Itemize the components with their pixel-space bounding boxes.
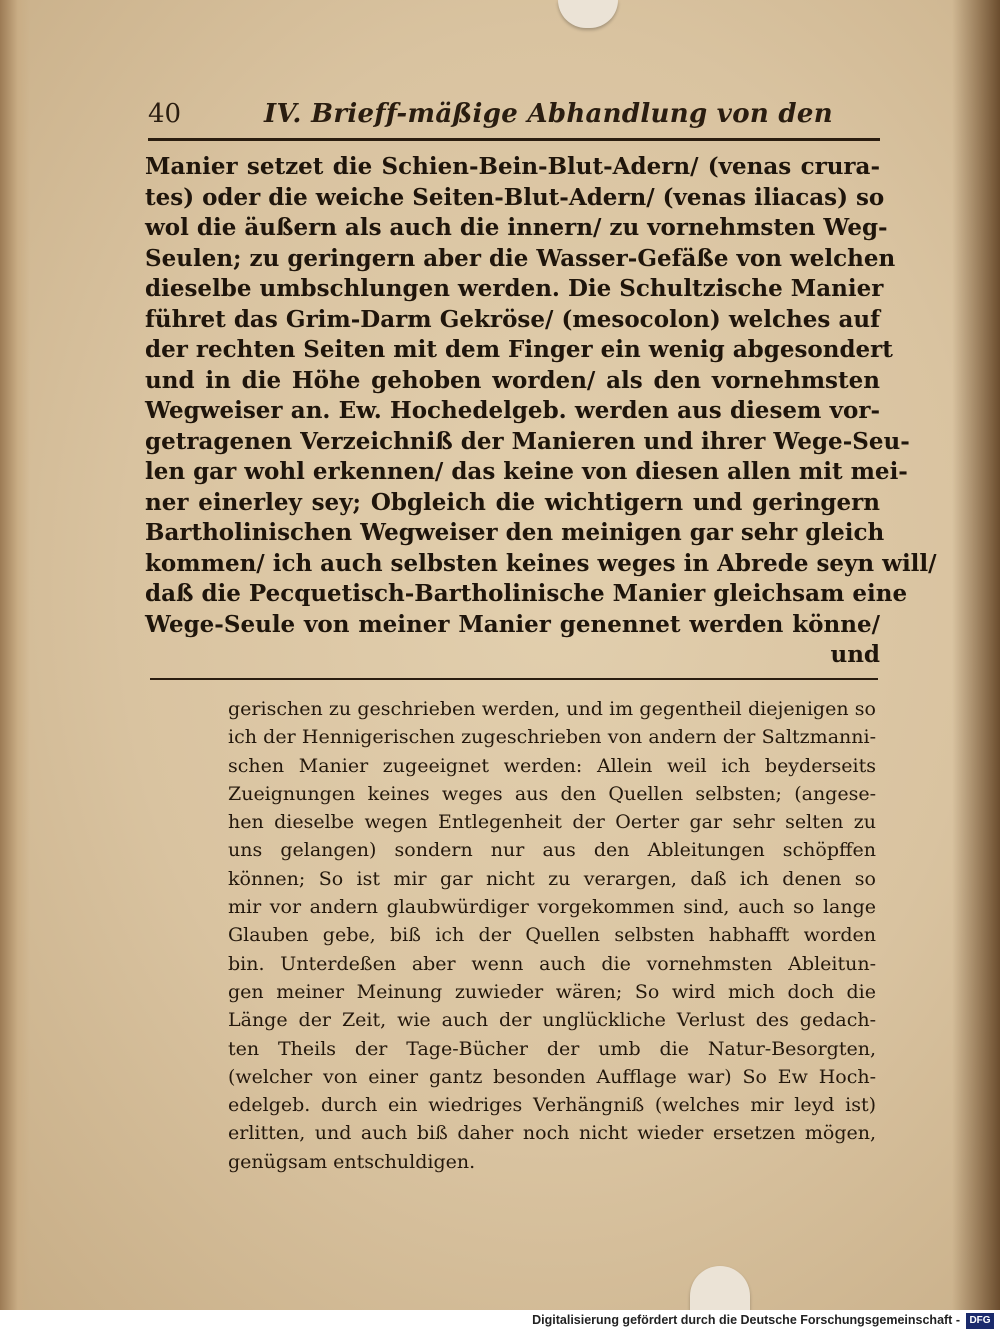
page-header [148,95,878,135]
note-line: Glauben gebe, biß ich der Quellen selbsten habhafft worden [228,924,876,947]
note-line: können; So ist mir gar nicht zu verargen, daß ich denen so [228,867,876,890]
note-line: gen meiner Meinung zuwieder wären; So wird mich doch die [228,980,876,1003]
note-line: genügsam entschuldigen. [228,1150,476,1173]
text-line: Wege-Seule von meiner Manier genennet werden könne/ [145,610,880,638]
page-clip-top [558,0,618,28]
text-line: kommen/ ich auch selbsten keines weges in Abrede seyn will/ [145,549,937,577]
text-line: getragenen Verzeichniß der Manieren und ihrer Wege-Seu- [145,427,910,455]
main-text-block [145,152,937,671]
footnote-block [228,695,876,1176]
running-head: IV. Brieff-mäßige Abhandlung von den [264,99,833,129]
text-line: und in die Höhe gehoben worden/ als den vornehmsten [145,366,880,394]
note-line: Zueignungen keines weges aus den Quellen selbsten; (angese- [228,782,876,805]
text-line: der rechten Seiten mit dem Finger ein wenig abgesondert [145,336,893,363]
note-line: erlitten, und auch biß daher noch nicht wieder ersetzen mögen, [228,1122,876,1145]
page-number: 40 [148,99,182,129]
book-spine-shadow [952,0,1000,1310]
text-line: len gar wohl erkennen/ das keine von diesen allen mit mei- [145,458,908,485]
text-line: daß die Pecquetisch-Bartholinische Manier gleichsam eine [145,580,908,607]
header-rule [148,138,880,141]
footnote-rule [150,678,878,680]
note-line: ich der Hennigerischen zugeschrieben von andern der Saltzmanni- [228,726,876,749]
note-line: edelgeb. durch ein wiedriges Verhängniß (welches mir leyd ist) [228,1094,876,1117]
text-line: ner einerley sey; Obgleich die wichtigern und geringern [145,488,880,516]
text-line: dieselbe umbschlungen werden. Die Schultzische Manier [145,275,884,302]
note-line: mir vor andern glaubwürdiger vorgekommen sind, auch so lange [228,896,876,919]
text-line: Bartholinischen Wegweiser den meinigen gar sehr gleich [145,519,885,546]
note-line: Länge der Zeit, wie auch der unglückliche Verlust des gedach- [228,1009,876,1032]
text-line: Manier setzet die Schien-Bein-Blut-Adern/ (venas crura- [145,153,880,180]
note-line: uns gelangen) sondern nur aus den Ableitungen schöpffen [228,839,876,862]
funding-credit: Digitalisierung gefördert durch die Deutsche Forschungsgemeinschaft - [532,1313,960,1327]
note-line: ten Theils der Tage-Bücher der umb die Natur-Besorgten, [228,1037,876,1060]
catchword: und [830,641,880,668]
text-line: tes) oder die weiche Seiten-Blut-Adern/ (venas iliacas) so [145,183,885,211]
dfg-logo: DFG [966,1313,994,1329]
text-line: Wegweiser an. Ew. Hochedelgeb. werden aus diesem vor- [145,397,880,424]
text-line: führet das Grim-Darm Gekröse/ (mesocolon) welches auf [145,305,880,333]
text-line: Seulen; zu geringern aber die Wasser-Gefäße von welchen [145,244,896,272]
page-clip-bottom [690,1266,750,1310]
note-line: gerischen zu geschrieben werden, und im gegentheil diejenigen so [228,698,876,720]
note-line: schen Manier zugeeignet werden: Allein weil ich beyderseits [228,754,876,777]
note-line: (welcher von einer gantz besonden Aufflage war) So Ew Hoch- [228,1065,876,1088]
digitization-footer [0,1310,1000,1333]
note-line: hen dieselbe wegen Entlegenheit der Oerter gar sehr selten zu [228,811,876,834]
note-line: bin. Unterdeßen aber wenn auch die vornehmsten Ableitun- [228,952,876,975]
page-edge-shadow [0,0,30,1310]
text-line: wol die äußern als auch die innern/ zu vornehmsten Weg- [145,214,888,241]
